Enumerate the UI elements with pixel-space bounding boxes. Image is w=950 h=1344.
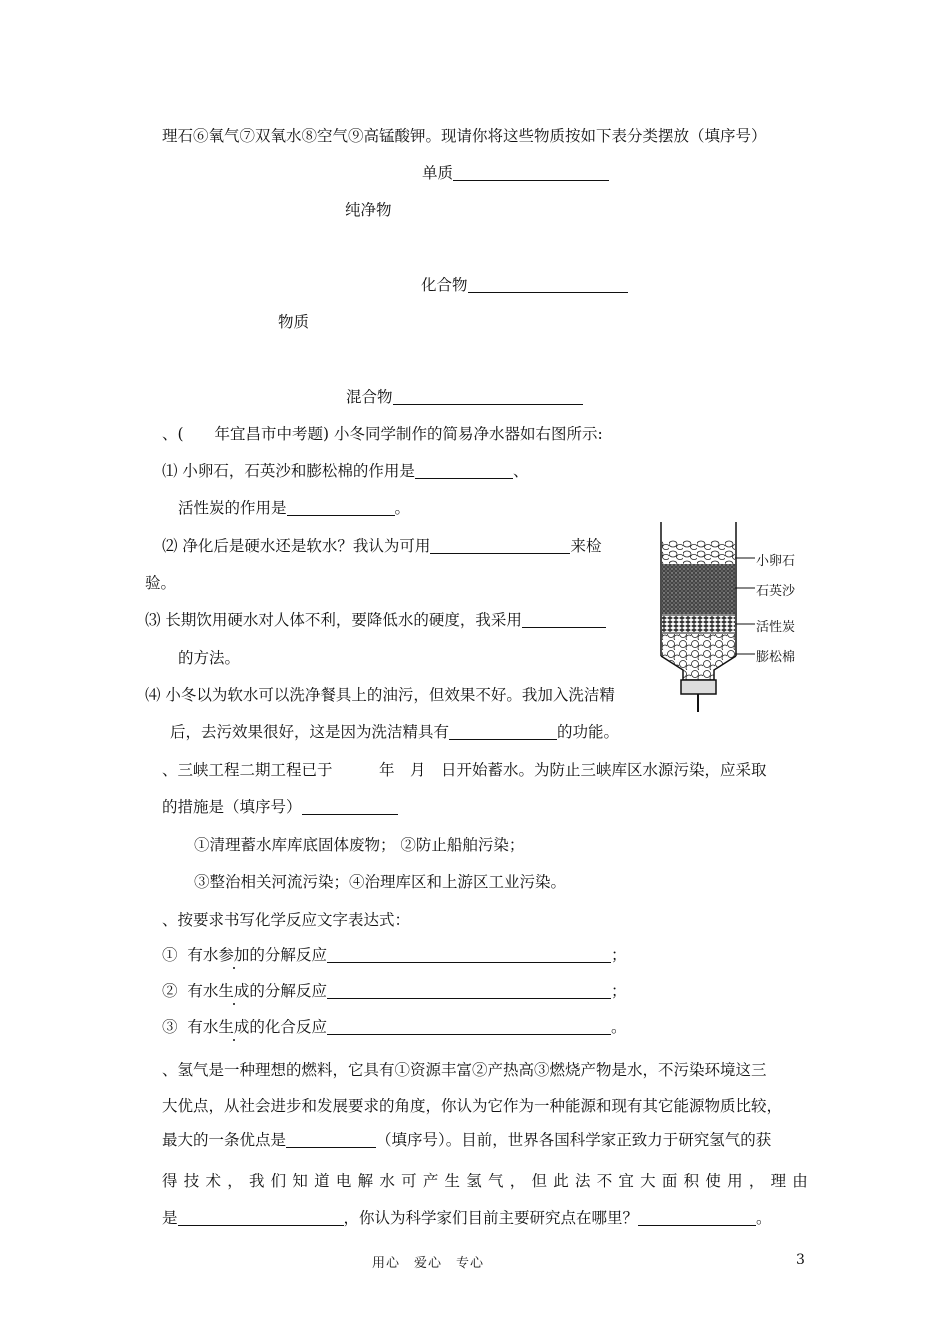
eq1-e: 反应 (295, 946, 327, 964)
purifier-p4a: ⑷ 小冬以为软水可以洗净餐具上的油污，但效果不好。我加入洗洁精 (145, 686, 615, 704)
intro-line: 理石⑥氧气⑦双氧水⑧空气⑨高锰酸钾。现请你将这些物质按如下表分类摆放（填序号） (162, 127, 767, 145)
label-quartz-sand: 石英沙 (756, 584, 796, 599)
eq2-e: 反应 (295, 982, 327, 1000)
p1a-blank[interactable] (415, 462, 513, 479)
hydrogen-reason-blank[interactable] (178, 1209, 344, 1226)
tree-matter: 物质 (278, 313, 310, 331)
purifier-p2b: 验。 (145, 574, 177, 592)
tree-mixture (346, 387, 583, 407)
eq2-c: 的 (249, 982, 265, 1000)
line4-char: 解 (357, 1172, 374, 1190)
eq1-a: 有水 (187, 946, 219, 964)
threegorges-line2 (162, 797, 398, 817)
line4-char: 术 (205, 1172, 221, 1190)
threegorges-line1: 、三峡工程二期工程已于 年 月 日开始蓄水。为防止三峡库区水源污染，应采取 (162, 761, 767, 779)
page-footer: 用心 爱心 专心 (372, 1256, 485, 1271)
p1b-blank[interactable] (287, 499, 395, 516)
equations-heading: 、按要求书写化学反应文字表达式： (162, 911, 411, 929)
threegorges-blank[interactable] (302, 798, 398, 815)
line4-char: 理 (770, 1172, 787, 1190)
tree-elemental (422, 163, 609, 183)
line4-char: 用 (727, 1172, 743, 1190)
mixture-blank[interactable] (393, 388, 583, 405)
line4-char: 技 (183, 1172, 200, 1190)
line4-char: 们 (270, 1172, 287, 1190)
h-line3a: 最大的一条优点是 (162, 1131, 287, 1149)
line4-char: 此 (553, 1172, 569, 1190)
hydrogen-advantage-blank[interactable] (286, 1131, 376, 1148)
eq2-emph: 生成 (218, 982, 250, 1000)
equation-1-blank[interactable] (327, 946, 611, 963)
line4-char: 我 (248, 1172, 265, 1190)
line4-char: ， (509, 1172, 526, 1190)
hydrogen-line2: 大优点，从社会进步和发展要求的角度，你认为它作为一种能源和现有其它能源物质比较， (162, 1097, 783, 1115)
equation-item-2 (162, 981, 626, 1001)
p2a-text: ⑵ 净化后是硬水还是软水？我认为可用 (162, 537, 431, 555)
line4-char: 法 (574, 1172, 591, 1190)
purifier-p3a (145, 610, 606, 630)
purifier-p1b (178, 498, 410, 518)
page-number: 3 (796, 1252, 805, 1268)
line4-char: ， (748, 1172, 765, 1190)
eq1-emph: 参加 (218, 946, 250, 964)
h-line3b: （填序号）。目前，世界各国科学家正致力于研究氢气的获 (376, 1131, 772, 1149)
label-cotton: 膨松棉 (756, 650, 796, 665)
h-line5b: ，你认为科学家们目前主要研究点在哪里？ (343, 1209, 639, 1227)
p3a-text: ⑶ 长期饮用硬水对人体不利，要降低水的硬度，我采用 (145, 611, 522, 629)
p4b-end: 的功能。 (557, 723, 620, 741)
h-line5-end: 。 (756, 1209, 772, 1227)
eq2-a: 有水 (187, 982, 219, 1000)
eq1-num: ① (162, 946, 178, 964)
purifier-p3b: 的方法。 (178, 649, 241, 667)
eq3-end: 。 (610, 1018, 627, 1036)
tree-pure: 纯净物 (345, 201, 392, 219)
line4-char: 电 (335, 1172, 352, 1190)
line4-char: 宜 (618, 1172, 634, 1190)
line4-char: 道 (314, 1172, 330, 1190)
p2a-end: 来检 (570, 537, 602, 555)
line4-char: 由 (792, 1172, 808, 1190)
tree-compound-label: 化合物 (421, 276, 468, 294)
elemental-blank[interactable] (453, 164, 609, 181)
line4-char: 面 (661, 1172, 678, 1190)
purifier-heading: 、( 年宜昌市中考题) 小冬同学制作的简易净水器如右图所示: (162, 425, 603, 443)
eq1-c: 的 (249, 946, 265, 964)
equation-item-3 (162, 1017, 626, 1037)
eq2-end: ； (610, 982, 627, 1000)
line4-char: ， (227, 1172, 243, 1190)
equation-3-blank[interactable] (327, 1018, 611, 1035)
eq1-d: 分解 (264, 946, 296, 964)
line4-char: 产 (422, 1172, 439, 1190)
threegorges-opt2: ③整治相关河流污染；④治理库区和上游区工业污染。 (194, 873, 567, 891)
line4-char: 知 (292, 1172, 308, 1190)
label-activated-carbon: 活性炭 (756, 620, 796, 635)
hydrogen-line3 (162, 1130, 771, 1150)
equation-2-blank[interactable] (327, 982, 611, 999)
eq3-c: 的 (249, 1018, 265, 1036)
p4b-blank[interactable] (449, 723, 557, 740)
line4-char: 积 (683, 1172, 700, 1190)
line4-char: 使 (705, 1172, 721, 1190)
eq3-num: ③ (162, 1018, 178, 1036)
hydrogen-line1: 、氢气是一种理想的燃料，它具有①资源丰富②产热高③燃烧产物是水，不污染环境这三 (162, 1061, 767, 1079)
eq3-d: 化合 (264, 1018, 296, 1036)
p2a-blank[interactable] (430, 537, 570, 554)
tg-line2-text: 的措施是（填序号） (162, 798, 302, 816)
p1a-text: ⑴ 小卵石，石英沙和膨松棉的作用是 (162, 462, 415, 480)
line4-char: 可 (401, 1172, 417, 1190)
line4-char: 不 (596, 1172, 613, 1190)
h-line5a: 是 (162, 1209, 178, 1227)
p4b-text: 后，去污效果很好，这是因为洗洁精具有 (170, 723, 450, 741)
threegorges-opt1: ①清理蓄水库库底固体废物； ②防止船舶污染； (194, 836, 525, 854)
water-purifier-figure (655, 520, 805, 720)
eq3-e: 反应 (295, 1018, 327, 1036)
purifier-p4b (170, 722, 619, 742)
hydrogen-research-blank[interactable] (638, 1209, 756, 1226)
line4-char: 水 (379, 1172, 395, 1190)
compound-blank[interactable] (468, 276, 628, 293)
tree-elemental-label: 单质 (422, 164, 454, 182)
eq2-num: ② (162, 982, 178, 1000)
p3a-blank[interactable] (522, 611, 606, 628)
hydrogen-line5 (162, 1208, 772, 1228)
line4-char: 氢 (466, 1172, 482, 1190)
line4-char: 得 (162, 1172, 178, 1190)
label-pebbles: 小卵石 (756, 554, 796, 569)
equation-item-1 (162, 945, 626, 965)
purifier-p1a (162, 461, 528, 481)
eq2-d: 分解 (264, 982, 296, 1000)
p1b-text: 活性炭的作用是 (178, 499, 287, 517)
line4-char: 大 (640, 1172, 656, 1190)
eq1-end: ； (610, 946, 627, 964)
eq3-emph: 生成 (218, 1018, 250, 1036)
line4-char: 气 (488, 1172, 504, 1190)
hydrogen-line4 (162, 1171, 808, 1191)
purifier-p2a (162, 536, 601, 556)
line4-char: 生 (444, 1172, 461, 1190)
p1a-end: 、 (512, 462, 529, 480)
line4-char: 但 (531, 1172, 547, 1190)
eq3-a: 有水 (187, 1018, 219, 1036)
tree-mixture-label: 混合物 (346, 388, 393, 406)
tree-compound (421, 275, 628, 295)
p1b-end: 。 (394, 499, 411, 517)
